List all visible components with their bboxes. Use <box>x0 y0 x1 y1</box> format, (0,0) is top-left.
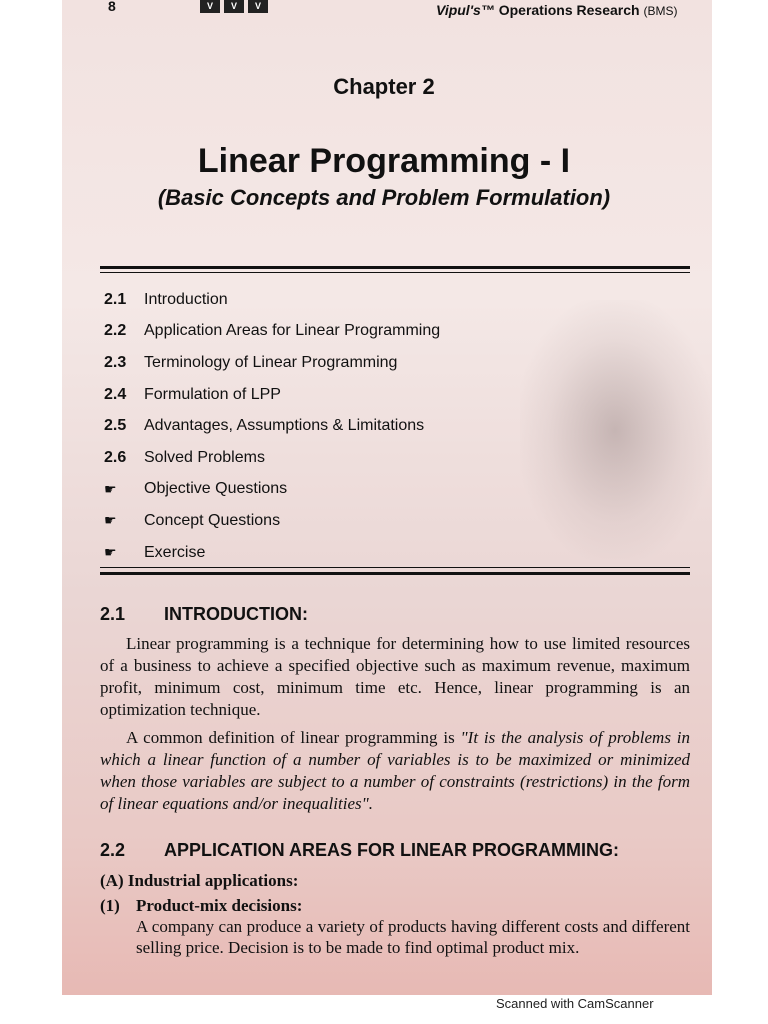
bottom-rule-thin <box>100 567 690 568</box>
toc-label: Terminology of Linear Programming <box>144 353 398 371</box>
subsection-heading: (A) Industrial applications: <box>100 871 299 890</box>
chapter-subtitle: (Basic Concepts and Problem Formulation) <box>157 185 611 210</box>
bottom-rule <box>100 572 690 575</box>
toc-item <box>104 505 664 537</box>
section-title: INTRODUCTION: <box>164 604 308 624</box>
section-heading <box>100 840 619 861</box>
scanner-watermark: Scanned with CamScanner <box>496 996 654 1011</box>
section-title: APPLICATION AREAS FOR LINEAR PROGRAMMING: <box>164 840 619 860</box>
toc-number: 2.2 <box>104 322 127 340</box>
running-title: Operations Research <box>498 2 640 18</box>
pointing-hand-icon: ☛ <box>104 544 117 561</box>
toc-item <box>104 442 664 474</box>
item-text: A company can produce a variety of products having different costs and different selling price. Decision is to be made to find optimal product mix. <box>136 917 690 957</box>
running-sub: (BMS) <box>643 4 678 18</box>
logo-letter: V <box>224 0 244 13</box>
toc-label: Objective Questions <box>144 480 288 498</box>
toc-item <box>104 474 664 506</box>
definition-paragraph <box>100 727 690 815</box>
toc-item <box>104 537 664 569</box>
brand-name: Vipul's™ <box>436 2 495 18</box>
toc-label: Concept Questions <box>144 511 281 529</box>
toc-number: 2.6 <box>104 448 127 466</box>
chapter-label: Chapter 2 <box>333 74 435 99</box>
toc-label: Application Areas for Linear Programming <box>144 322 441 340</box>
toc-item <box>104 316 664 348</box>
table-of-contents <box>104 284 664 568</box>
item-number: (1) <box>100 896 120 915</box>
item-term: Product-mix decisions: <box>136 896 303 915</box>
toc-item <box>104 284 664 316</box>
toc-number: 2.5 <box>104 417 127 435</box>
publisher-logo <box>200 0 268 13</box>
toc-label: Exercise <box>144 543 206 561</box>
page-number: 8 <box>108 0 116 14</box>
toc-item <box>104 347 664 379</box>
toc-number: 2.1 <box>104 290 127 308</box>
toc-label: Advantages, Assumptions & Limitations <box>144 417 425 435</box>
running-header <box>436 2 677 18</box>
logo-letter: V <box>248 0 268 13</box>
definition-lead: A common definition of linear programming is <box>126 728 461 747</box>
toc-label: Introduction <box>144 290 228 308</box>
definition-quote: "It is the analysis of problems in which a linear function of a number of variables is to be maximized or minimized when those variables are subject to a number of constraints (restrictions) in the form of linear equations and/or inequalities". <box>100 728 690 813</box>
toc-number: 2.4 <box>104 385 127 403</box>
toc-label: Solved Problems <box>144 448 265 466</box>
pointing-hand-icon: ☛ <box>104 480 117 497</box>
intro-paragraph: Linear programming is a technique for determining how to use limited resources of a business to achieve a specified objective such as maximum revenue, maximum profit, minimum cost, minimum time etc. Hence, linear programming is an optimization technique. <box>100 634 690 719</box>
top-rule-thin <box>100 272 690 273</box>
toc-label: Formulation of LPP <box>144 385 281 403</box>
list-item <box>100 895 690 958</box>
toc-item <box>104 410 664 442</box>
logo-letter: V <box>200 0 220 13</box>
top-rule <box>100 266 690 269</box>
section-number: 2.2 <box>100 840 126 860</box>
pointing-hand-icon: ☛ <box>104 512 117 529</box>
toc-item <box>104 379 664 411</box>
section-number: 2.1 <box>100 604 126 624</box>
toc-number: 2.3 <box>104 353 127 371</box>
chapter-title: Linear Programming - I <box>197 142 571 180</box>
section-heading <box>100 604 308 625</box>
